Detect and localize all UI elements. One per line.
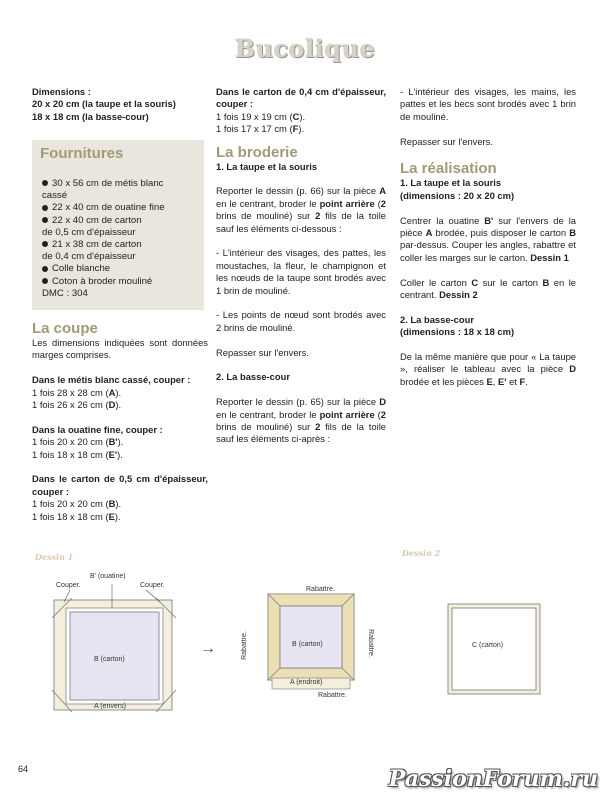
fig2-rabattre-right: Rabattre. bbox=[366, 629, 374, 658]
bullet-icon bbox=[42, 180, 48, 186]
broderie-title: La broderie bbox=[216, 143, 298, 161]
fig2-carton-label: B (carton) bbox=[292, 641, 323, 648]
broderie-p5: Reporter le dessin (p. 65) sur la pièce D en le centrant, broder le point arrière (2 brins de mouliné) sur 2 fils de la toile sauf les éléments ci-après : bbox=[216, 396, 387, 445]
list-item: 22 x 40 cm de carton bbox=[42, 215, 165, 227]
carton05-heading: Dans le carton de 0,5 cm d'épaisseur, couper : bbox=[32, 473, 208, 497]
dimensions-label: Dimensions : bbox=[32, 86, 91, 97]
fig2-endroit-label: A (endroit) bbox=[290, 679, 323, 686]
ouatine-line-2: 1 fois 18 x 18 cm (E'). bbox=[32, 448, 123, 460]
flap-top bbox=[268, 594, 354, 606]
arrow-icon: → bbox=[200, 640, 216, 657]
broderie-p3: - Les points de nœud sont brodés avec 2 brins de mouliné. bbox=[216, 309, 386, 333]
fournitures-box bbox=[32, 140, 204, 310]
list-item: Colle blanche bbox=[42, 263, 165, 275]
metis-heading: Dans le métis blanc cassé, couper : bbox=[32, 374, 191, 386]
page-title: Bucolique bbox=[234, 34, 376, 63]
fig2-rabattre-bottom: Rabattre. bbox=[318, 692, 347, 699]
dimensions-1: 20 x 20 cm (la taupe et la souris) bbox=[32, 98, 176, 110]
carton04-heading: Dans le carton de 0,4 cm d'épaisseur, couper : bbox=[216, 86, 386, 110]
fig3-carton-label: C (carton) bbox=[472, 642, 504, 649]
realisation-sub-1-dim: (dimensions : 20 x 20 cm) bbox=[400, 189, 515, 201]
carton05-line-1: 1 fois 20 x 20 cm (B). bbox=[32, 498, 122, 510]
page-number: 64 bbox=[18, 764, 29, 774]
list-item: 21 x 38 cm de carton bbox=[42, 239, 165, 251]
dimensions-2: 18 x 18 cm (la basse-cour) bbox=[32, 110, 149, 122]
ouatine-line-1: 1 fois 20 x 20 cm (B'). bbox=[32, 436, 124, 448]
fig1-ouatine-label: B' (ouatine) bbox=[90, 573, 126, 580]
realisation-p5: De la même manière que pour « La taupe », réaliser le tableau avec la pièce D brodée et les pièces E, E' et F. bbox=[400, 351, 576, 387]
bullet-icon bbox=[42, 278, 48, 284]
broderie-sub-1: 1. La taupe et la souris bbox=[216, 160, 318, 172]
carton-b-fig2 bbox=[280, 606, 342, 668]
realisation-sub-2-dim: (dimensions : 18 x 18 cm) bbox=[400, 326, 515, 338]
column-2 bbox=[216, 86, 386, 446]
dessin-1-label: Dessin 1 bbox=[35, 552, 74, 562]
list-item: 22 x 40 cm de ouatine fine bbox=[42, 202, 165, 214]
flap-right bbox=[342, 594, 354, 680]
bullet-icon bbox=[42, 266, 48, 272]
realisation-p1: - L'intérieur des visages, les mains, les pattes et les becs sont brodés avec 1 brin de mouliné. bbox=[400, 86, 576, 122]
bullet-icon bbox=[42, 241, 48, 247]
fig1-couper-right: Couper. bbox=[140, 582, 165, 589]
column-1 bbox=[32, 86, 208, 123]
fig1-envers-label: A (envers) bbox=[94, 703, 126, 710]
diagrams bbox=[0, 560, 610, 720]
realisation-sub-2: 2. La basse-cour bbox=[400, 313, 474, 325]
ouatine-heading: Dans la ouatine fine, couper : bbox=[32, 423, 163, 435]
carton04-line-1: 1 fois 19 x 19 cm (C). bbox=[216, 110, 306, 122]
fournitures-list bbox=[42, 178, 165, 300]
bullet-icon bbox=[42, 217, 48, 223]
list-item: DMC : 304 bbox=[42, 287, 88, 299]
fig1-couper-left: Couper. bbox=[56, 582, 81, 589]
realisation-p3: Centrer la ouatine B' sur l'envers de la pièce A brodée, puis disposer le carton B par-dessus. Couper les angles, rabattre et coller les marges sur le carton. Dessin 1 bbox=[400, 214, 576, 263]
carton04-line-2: 1 fois 17 x 17 cm (F). bbox=[216, 123, 305, 135]
carton05-line-2: 1 fois 18 x 18 cm (E). bbox=[32, 510, 121, 522]
broderie-p2: - L'intérieur des visages, des pattes, les moustaches, la fleur, le champignon et les nœuds de la taupe sont brodés avec 1 brin de mouliné. bbox=[216, 247, 386, 296]
fig1-carton-label: B (carton) bbox=[94, 656, 125, 663]
list-item: de 0,5 cm d'épaisseur bbox=[42, 226, 136, 238]
dessin-2-label: Dessin 2 bbox=[402, 548, 441, 558]
fournitures-title: Fournitures bbox=[40, 145, 124, 162]
metis-line-2: 1 fois 26 x 26 cm (D). bbox=[32, 399, 122, 411]
carton-c bbox=[452, 608, 536, 690]
fig2-rabattre-top: Rabattre. bbox=[306, 586, 335, 593]
coupe-section bbox=[32, 320, 208, 523]
coupe-title: La coupe bbox=[32, 320, 98, 337]
list-item: 30 x 56 cm de métis blanc bbox=[42, 178, 165, 190]
flap-left bbox=[268, 594, 280, 680]
list-item: de 0,4 cm d'épaisseur bbox=[42, 251, 136, 263]
list-item: Coton à broder mouliné bbox=[42, 276, 165, 288]
fig2-rabattre-left: Rabattre. bbox=[240, 631, 248, 660]
metis-line-1: 1 fois 28 x 28 cm (A). bbox=[32, 386, 122, 398]
coupe-intro: Les dimensions indiquées sont données marges comprises. bbox=[32, 337, 208, 361]
broderie-sub-2: 2. La basse-cour bbox=[216, 371, 290, 383]
list-item: cassé bbox=[42, 190, 68, 202]
broderie-p1: Reporter le dessin (p. 66) sur la pièce A en le centrant, broder le point arrière (2 brins de mouliné) sur 2 fils de la toile sauf les éléments ci-dessous : bbox=[216, 185, 387, 234]
realisation-p4: Coller le carton C sur le carton B en le centrant. Dessin 2 bbox=[400, 276, 577, 301]
bullet-icon bbox=[42, 205, 48, 211]
watermark-logo: PassionForum.ru bbox=[388, 766, 598, 792]
realisation-p2: Repasser sur l'envers. bbox=[400, 135, 493, 147]
broderie-p4: Repasser sur l'envers. bbox=[216, 346, 309, 358]
realisation-title: La réalisation bbox=[400, 160, 497, 178]
realisation-sub-1: 1. La taupe et la souris bbox=[400, 177, 502, 189]
column-3 bbox=[400, 86, 576, 388]
